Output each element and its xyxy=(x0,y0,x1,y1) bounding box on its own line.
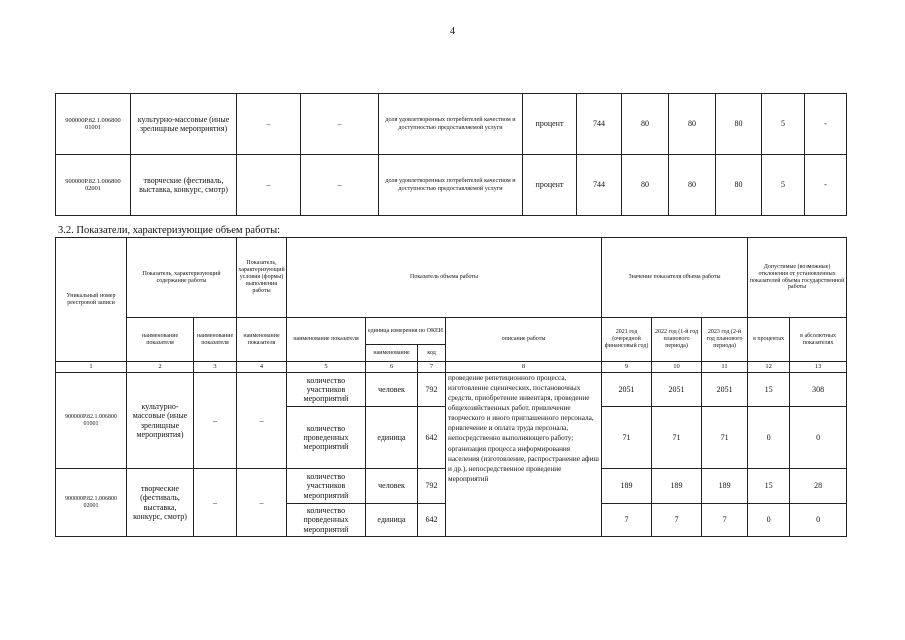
col-number: 4 xyxy=(237,362,287,373)
header-condition: Показатель, характеризующий условия (формы) выполнения работы xyxy=(237,238,287,318)
quality-indicator: доля удовлетворенных потребителей качеством и доступностью предоставляемой услуги xyxy=(379,155,523,216)
deviation-percent: 15 xyxy=(748,469,790,504)
page-number: 4 xyxy=(450,26,455,37)
value-2023: 189 xyxy=(702,469,748,504)
unit-name: человек xyxy=(366,373,418,407)
header-name-3: наименование показателя xyxy=(237,318,287,362)
value-2023: 80 xyxy=(716,155,762,216)
content-extra: – xyxy=(237,94,301,155)
work-content: культурно-массовые (иные зрелищные мероприятия) xyxy=(127,373,194,469)
value-2021: 2051 xyxy=(602,373,652,407)
header-okei-name: наименование xyxy=(366,345,418,362)
deviation-absolute: - xyxy=(805,94,847,155)
unit-name: единица xyxy=(366,504,418,537)
value-2023: 71 xyxy=(702,407,748,469)
header-2022: 2022 год (1-й год планового периода) xyxy=(652,318,702,362)
work-description: проведение репетиционного процесса, изготовление сценических, постановочных средств, приобретение инвентаря, проведение общехозяйственных работ, привлечение творческого и иного приглашенного персонала, привлечение и оплата труда персонала, непосредственно выполняющего работу; организация процесса информирования населения (изготовление, распространение афиш и др.), непосредственное проведение мероприятий xyxy=(446,373,602,537)
col-number: 3 xyxy=(194,362,237,373)
volume-indicator: количество проведенных мероприятий xyxy=(287,504,366,537)
col-number: 2 xyxy=(127,362,194,373)
value-2022: 189 xyxy=(652,469,702,504)
header-row xyxy=(56,238,847,318)
work-content: творческие (фестиваль, выставка, конкурс, смотр) xyxy=(127,469,194,537)
value-2022: 80 xyxy=(669,94,716,155)
col-number: 7 xyxy=(418,362,446,373)
header-name-1: наименование показателя xyxy=(127,318,194,362)
value-2023: 2051 xyxy=(702,373,748,407)
header-2023: 2023 год (2-й год планового периода) xyxy=(702,318,748,362)
deviation-absolute: 308 xyxy=(790,373,847,407)
value-2023: 80 xyxy=(716,94,762,155)
condition: – xyxy=(237,373,287,469)
condition: – xyxy=(301,94,379,155)
deviation-percent: 0 xyxy=(748,504,790,537)
header-volume: Показатель объема работы xyxy=(287,238,602,318)
header-okei: единица измерения по ОКЕИ xyxy=(366,318,446,345)
header-content: Показатель, характеризующий содержание работы xyxy=(127,238,237,318)
unit-code: 792 xyxy=(418,373,446,407)
value-2022: 71 xyxy=(652,407,702,469)
unit-name: процент xyxy=(523,155,577,216)
value-2022: 2051 xyxy=(652,373,702,407)
unit-code: 792 xyxy=(418,469,446,504)
table-row xyxy=(56,373,847,407)
value-2021: 80 xyxy=(622,155,669,216)
header-name-4: наименование показателя xyxy=(287,318,366,362)
value-2022: 80 xyxy=(669,155,716,216)
col-number: 10 xyxy=(652,362,702,373)
content-extra: – xyxy=(237,155,301,216)
registry-number: 900000Р.82.1.006800 02001 xyxy=(56,469,127,537)
value-2021: 189 xyxy=(602,469,652,504)
col-number: 13 xyxy=(790,362,847,373)
section-heading: 3.2. Показатели, характеризующие объем работы: xyxy=(58,225,281,236)
volume-indicator: количество проведенных мероприятий xyxy=(287,407,366,469)
value-2022: 7 xyxy=(652,504,702,537)
volume-indicator: количество участников мероприятий xyxy=(287,469,366,504)
unit-name: процент xyxy=(523,94,577,155)
value-2021: 71 xyxy=(602,407,652,469)
deviation-percent: 15 xyxy=(748,373,790,407)
header-description: описание работы xyxy=(446,318,602,362)
unit-code: 744 xyxy=(577,155,622,216)
col-number: 12 xyxy=(748,362,790,373)
unit-code: 744 xyxy=(577,94,622,155)
value-2023: 7 xyxy=(702,504,748,537)
content-extra: – xyxy=(194,469,237,537)
deviation-absolute: 0 xyxy=(790,407,847,469)
value-2021: 80 xyxy=(622,94,669,155)
col-number: 11 xyxy=(702,362,748,373)
condition: – xyxy=(237,469,287,537)
registry-number: 900000Р.82.1.006800 01001 xyxy=(56,94,131,155)
volume-indicator: количество участников мероприятий xyxy=(287,373,366,407)
column-numbers-row xyxy=(56,362,847,373)
col-number: 8 xyxy=(446,362,602,373)
deviation-percent: 0 xyxy=(748,407,790,469)
deviation-absolute: 0 xyxy=(790,504,847,537)
unit-name: единица xyxy=(366,407,418,469)
quality-table xyxy=(55,93,847,216)
col-number: 9 xyxy=(602,362,652,373)
work-content: культурно-массовые (иные зрелищные мероприятия) xyxy=(131,94,237,155)
header-name-2: наименование показателя xyxy=(194,318,237,362)
unit-code: 642 xyxy=(418,504,446,537)
volume-table xyxy=(55,237,847,537)
quality-row xyxy=(56,94,847,155)
quality-row xyxy=(56,155,847,216)
unit-name: человек xyxy=(366,469,418,504)
header-okei-code: код xyxy=(418,345,446,362)
condition: – xyxy=(301,155,379,216)
deviation-percent: 5 xyxy=(762,155,805,216)
registry-number: 900000Р.82.1.006800 01001 xyxy=(56,373,127,469)
deviation-percent: 5 xyxy=(762,94,805,155)
quality-indicator: доля удовлетворенных потребителей качеством и доступностью предоставляемой услуги xyxy=(379,94,523,155)
subheader-row xyxy=(56,318,847,345)
unit-code: 642 xyxy=(418,407,446,469)
col-number: 6 xyxy=(366,362,418,373)
header-registry: Уникальный номер реестровой записи xyxy=(56,238,127,362)
col-number: 5 xyxy=(287,362,366,373)
registry-number: 900000Р.82.1.006800 02001 xyxy=(56,155,131,216)
header-2021: 2021 год (очередной финансовый год) xyxy=(602,318,652,362)
header-value: Значение показателя объема работы xyxy=(602,238,748,318)
header-in-absolute: в абсолютных показателях xyxy=(790,318,847,362)
value-2021: 7 xyxy=(602,504,652,537)
work-content: творческие (фестиваль, выставка, конкурс, смотр) xyxy=(131,155,237,216)
content-extra: – xyxy=(194,373,237,469)
deviation-absolute: 28 xyxy=(790,469,847,504)
col-number: 1 xyxy=(56,362,127,373)
header-deviation: Допустимые (возможные) отклонения от установленных показателей объема государственной работы xyxy=(748,238,847,318)
deviation-absolute: - xyxy=(805,155,847,216)
header-in-percent: в процентах xyxy=(748,318,790,362)
